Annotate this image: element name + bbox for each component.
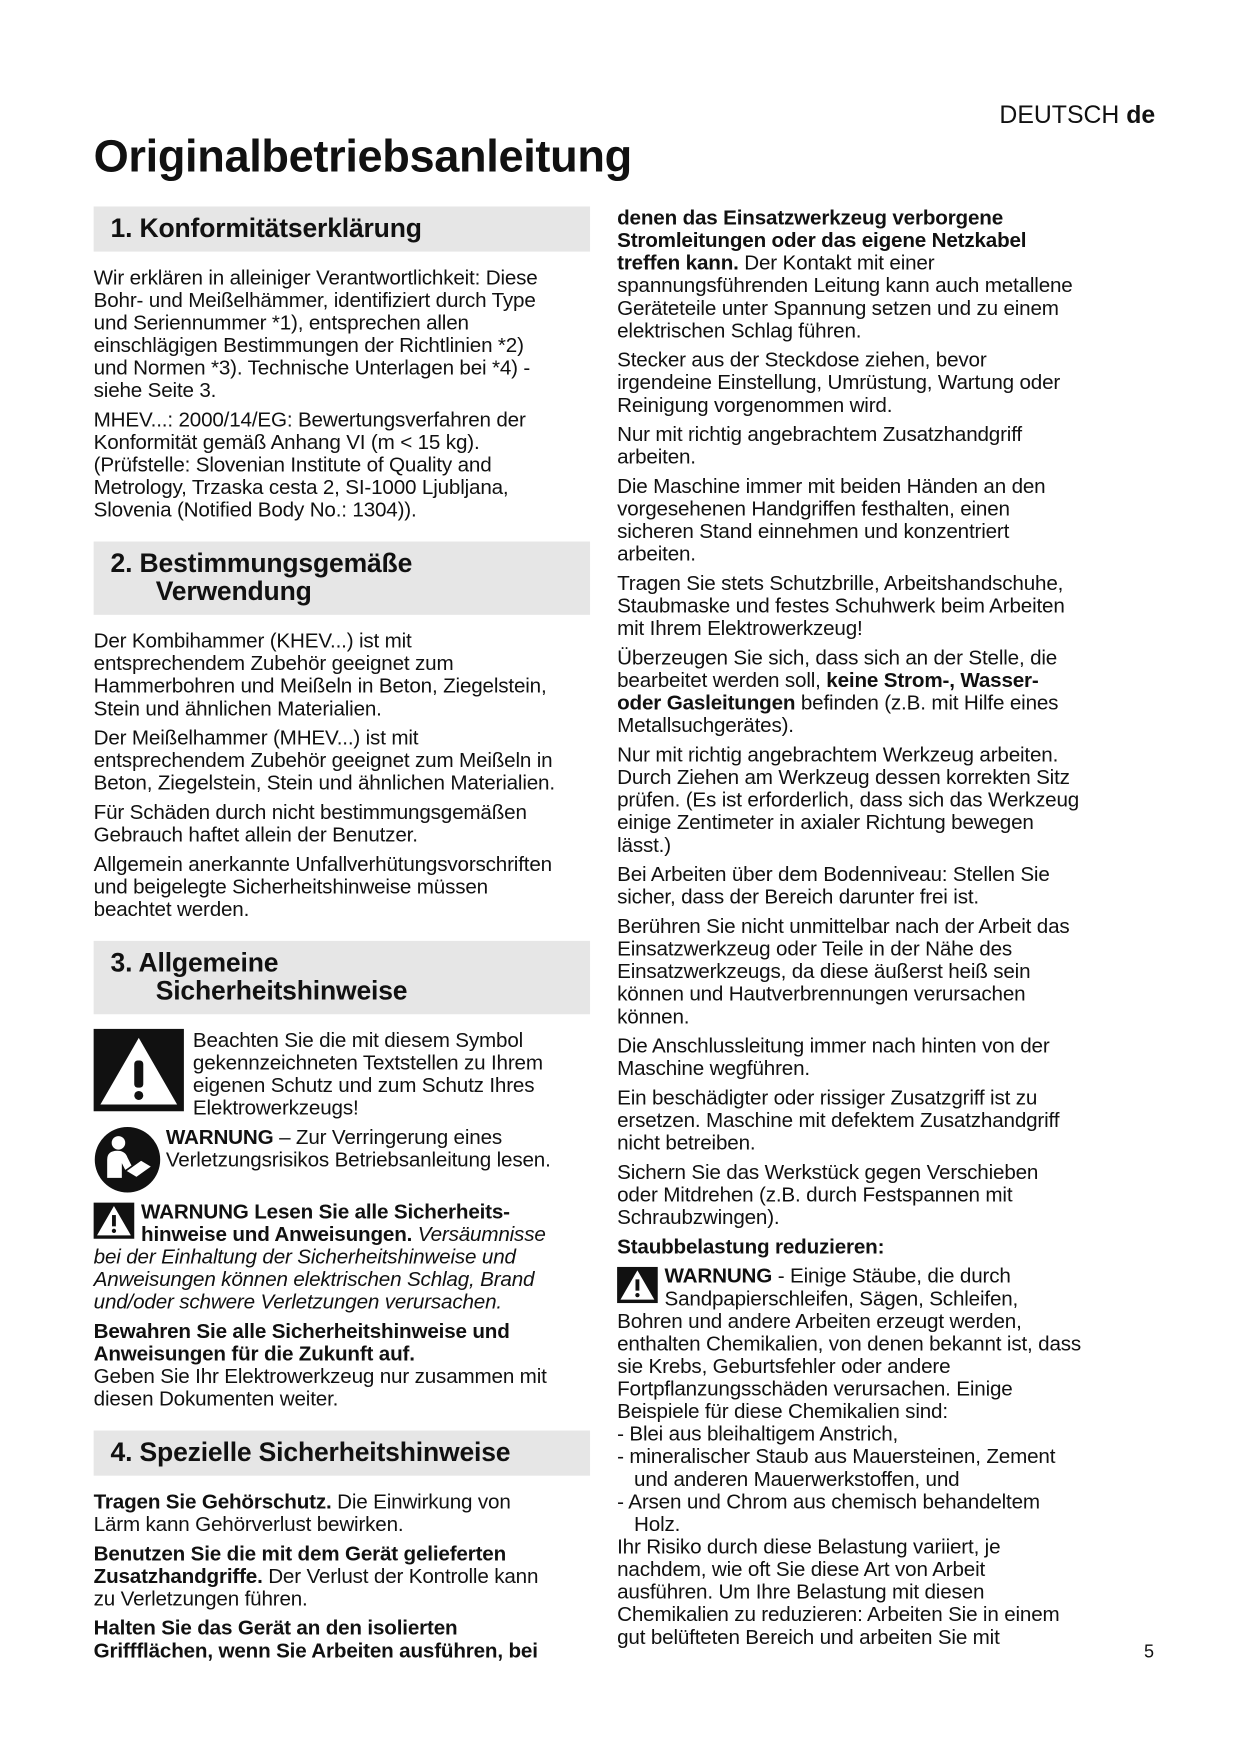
paragraph bbox=[617, 1035, 1125, 1080]
paragraph bbox=[94, 1542, 590, 1610]
right-column bbox=[617, 206, 1125, 1655]
body-text: Für Schäden durch nicht bestimmungsgemäßen Gebrauch haftet allein der Benutzer. bbox=[93, 799, 527, 847]
body-text: Ein beschädigter oder rissiger Zusatzgriff ist zu ersetzen. Maschine mit defektem Zusatzhandgriff nicht betreiben. bbox=[617, 1085, 1060, 1155]
paragraph bbox=[617, 1265, 1125, 1423]
paragraph bbox=[94, 1029, 590, 1119]
section-heading-line: Sicherheitshinweise bbox=[155, 975, 408, 1006]
paragraph bbox=[617, 1535, 1125, 1648]
read-manual-icon bbox=[94, 1126, 162, 1194]
paragraph bbox=[617, 646, 1125, 736]
section-heading bbox=[94, 1431, 590, 1476]
list-item: - mineralischer Staub aus Mauersteinen, Zement und anderen Mauerwerkstoffen, und bbox=[617, 1444, 1056, 1491]
bold-text: WARNUNG bbox=[165, 1124, 274, 1149]
body-text: Beachten Sie die mit diesem Symbol gekennzeichneten Textstellen zu Ihrem eigenen Schutz und zum Schutz Ihres Elektrowerkzeugs! bbox=[192, 1027, 543, 1120]
section-heading-line: Verwendung bbox=[155, 576, 312, 606]
paragraph bbox=[617, 863, 1125, 908]
body-text: Tragen Sie stets Schutzbrille, Arbeitshandschuhe, Staubmaske und festes Schuhwerk beim Arbeiten mit Ihrem Elektrowerkzeug! bbox=[617, 570, 1065, 640]
paragraph bbox=[94, 853, 590, 921]
list-item: - Blei aus bleihaltigem Anstrich, bbox=[617, 1421, 899, 1446]
body-text: Wir erklären in alleiniger Verantwortlichkeit: Diese Bohr- und Meißelhämmer, identifiziert durch Type und Seriennummer *1), entsprechen allen einschlägigen Bestimmungen der Richtlinien *2) und Normen *3). Technische Unterlagen bei *4) - siehe Seite 3. bbox=[93, 265, 538, 402]
language-label bbox=[999, 100, 1155, 129]
section-heading-line: 3. Allgemeine bbox=[110, 947, 279, 978]
body-text: Bei Arbeiten über dem Bodenniveau: Stellen Sie sicher, dass der Bereich darunter frei ist. bbox=[617, 861, 1050, 909]
body-text: Allgemein anerkannte Unfallverhütungsvorschriften und beigelegte Sicherheitshinweise müssen beachtet werden. bbox=[93, 851, 552, 921]
section-heading-line: 2. Bestimmungsgemäße bbox=[110, 548, 413, 578]
paragraph bbox=[94, 1200, 590, 1313]
paragraph bbox=[617, 1161, 1125, 1229]
body-text: Berühren Sie nicht unmittelbar nach der Arbeit das Einsatzwerkzeug oder Teile in der Nähe des Einsatzwerkzeugs, da diese äußerst heiß sein können und Hautverbrennungen verursachen können. bbox=[617, 913, 1070, 1028]
body-text: Nur mit richtig angebrachtem Werkzeug arbeiten. Durch Ziehen am Werkzeug dessen korrekten Sitz prüfen. (Es ist erforderlich, dass sich das Werkzeug einige Zentimeter in axialer Richtung bewegen lässt.) bbox=[617, 742, 1080, 857]
bold-text: Staubbelastung reduzieren: bbox=[617, 1234, 885, 1258]
section-heading-line: 4. Spezielle Sicherheitshinweise bbox=[110, 1437, 511, 1467]
body-text: - Einige Stäube, die durch Sandpapierschleifen, Sägen, Schleifen, Bohren und andere Arbeiten erzeugt werden, enthalten Chemikalien, von denen bekannt ist, dass sie Krebs, Geburtsfehler oder andere Fortpflanzungsschäden verursachen. Einige Beispiele für diese Chemikalien sind: bbox=[617, 1263, 1082, 1423]
paragraph bbox=[617, 915, 1125, 1028]
paragraph bbox=[617, 1086, 1125, 1154]
bold-text: Bewahren Sie alle Sicherheitshinweise und Anweisungen für die Zukunft auf. bbox=[93, 1318, 510, 1366]
paragraph bbox=[617, 475, 1125, 565]
warning-triangle-large-icon bbox=[94, 1029, 184, 1111]
page-number: 5 bbox=[1143, 1642, 1155, 1662]
bold-text: WARNUNG Lesen Sie alle Sicherheits- hinweise und Anweisungen. bbox=[141, 1199, 510, 1246]
section-heading bbox=[94, 206, 590, 251]
bold-text: denen das Einsatzwerkzeug verborgene Stromleitungen oder das eigene Netzkabel treffen kann. bbox=[617, 205, 1027, 275]
paragraph bbox=[617, 423, 1125, 468]
body-text: Der Verlust der Kontrolle kann zu Verletzungen führen. bbox=[93, 1563, 539, 1610]
paragraph bbox=[94, 1490, 590, 1535]
body-text: MHEV...: 2000/14/EG: Bewertungsverfahren der Konformität gemäß Anhang VI (m < 15 kg). (Prüfstelle: Slovenian Institute of Quality and Metrology, Trzaska cesta 2, SI-1000 Ljubljana, Slovenia (Notified Body No.: 1304)). bbox=[93, 407, 526, 522]
body-text: Der Meißelhammer (MHEV...) ist mit entsprechendem Zubehör geeignet zum Meißeln in Beton, Ziegelstein, Stein und ähnlichen Materialien. bbox=[93, 725, 555, 795]
language-code: de bbox=[1126, 100, 1156, 129]
body-text: Sichern Sie das Werkstück gegen Verschieben oder Mitdrehen (z.B. durch Festspannen mit Schraubzwingen). bbox=[617, 1159, 1039, 1229]
paragraph bbox=[94, 266, 590, 401]
paragraph bbox=[617, 206, 1125, 341]
paragraph bbox=[94, 1320, 590, 1410]
bold-text: keine Strom-, Wasser- oder Gasleitungen bbox=[617, 667, 1039, 715]
warning-triangle-small-icon bbox=[94, 1203, 135, 1239]
paragraph bbox=[94, 727, 590, 795]
body-text: Die Anschlussleitung immer nach hinten von der Maschine wegführen. bbox=[617, 1033, 1050, 1080]
paragraph bbox=[94, 1617, 590, 1662]
body-text: Stecker aus der Steckdose ziehen, bevor irgendeine Einstellung, Umrüstung, Wartung oder Reinigung vorgenommen wird. bbox=[617, 347, 1061, 417]
body-text: Der Kontakt mit einer spannungsführenden Leitung kann auch metallene Geräteteile unter Spannung setzen und zu einem elektrischen Schlag führen. bbox=[617, 250, 1073, 342]
section-heading bbox=[94, 542, 590, 615]
list-item: - Arsen und Chrom aus chemisch behandeltem Holz. bbox=[617, 1489, 1040, 1536]
body-text: Die Einwirkung von Lärm kann Gehörverlust bewirken. bbox=[93, 1489, 511, 1536]
paragraph bbox=[94, 801, 590, 846]
paragraph bbox=[94, 630, 590, 720]
paragraph bbox=[94, 408, 590, 521]
bold-text: Halten Sie das Gerät an den isolierten Griffflächen, wenn Sie Arbeiten ausführen, bei bbox=[93, 1615, 538, 1662]
section-heading bbox=[94, 941, 590, 1014]
italic-text: Versäumnisse bei der Einhaltung der Sicherheitshinweise und Anweisungen können elektrischen Schlag, Brand und/oder schwere Verletzungen verursachen. bbox=[93, 1221, 546, 1314]
paragraph bbox=[617, 349, 1125, 417]
bold-text: Tragen Sie Gehörschutz. bbox=[93, 1489, 332, 1513]
body-text: Ihr Risiko durch diese Belastung variiert, je nachdem, wie oft Sie diese Art von Arbeit ausführen. Um Ihre Belastung mit diesen Chemikalien zu reduzieren: Arbeiten Sie in einem gut belüfteten Bereich und arbeiten Sie mit bbox=[617, 1534, 1060, 1649]
left-column bbox=[94, 206, 590, 1668]
paragraph bbox=[617, 743, 1125, 856]
warning-triangle-small-icon bbox=[617, 1267, 658, 1303]
body-text: Nur mit richtig angebrachtem Zusatzhandgriff arbeiten. bbox=[617, 421, 1022, 469]
body-text: Der Kombihammer (KHEV...) ist mit entsprechendem Zubehör geeignet zum Hammerbohren und Meißeln in Beton, Ziegelstein, Stein und ähnlichen Materialien. bbox=[93, 628, 547, 720]
body-text: befinden (z.B. mit Hilfe eines Metallsuchgerätes). bbox=[617, 690, 1059, 737]
paragraph bbox=[617, 572, 1125, 640]
body-text: Die Maschine immer mit beiden Händen an den vorgesehenen Handgriffen festhalten, einen sicheren Stand einnehmen und konzentriert arbeiten. bbox=[617, 473, 1046, 566]
paragraph bbox=[94, 1126, 590, 1194]
paragraph bbox=[617, 1235, 1125, 1258]
section-heading-line: 1. Konformitätserklärung bbox=[110, 213, 422, 243]
body-text: Geben Sie Ihr Elektrowerkzeug nur zusammen mit diesen Dokumenten weiter. bbox=[93, 1363, 547, 1411]
language-name: DEUTSCH bbox=[999, 100, 1120, 129]
body-text: Überzeugen Sie sich, dass sich an der Stelle, die bearbeitet werden soll, bbox=[617, 645, 1058, 692]
page-title: Originalbetriebsanleitung bbox=[93, 131, 632, 182]
bold-text: Benutzen Sie die mit dem Gerät gelieferten Zusatzhandgriffe. bbox=[93, 1541, 507, 1588]
body-text: – Zur Verringerung eines Verletzungsrisikos Betriebsanleitung lesen. bbox=[165, 1124, 551, 1172]
bold-text: WARNUNG bbox=[664, 1263, 773, 1288]
